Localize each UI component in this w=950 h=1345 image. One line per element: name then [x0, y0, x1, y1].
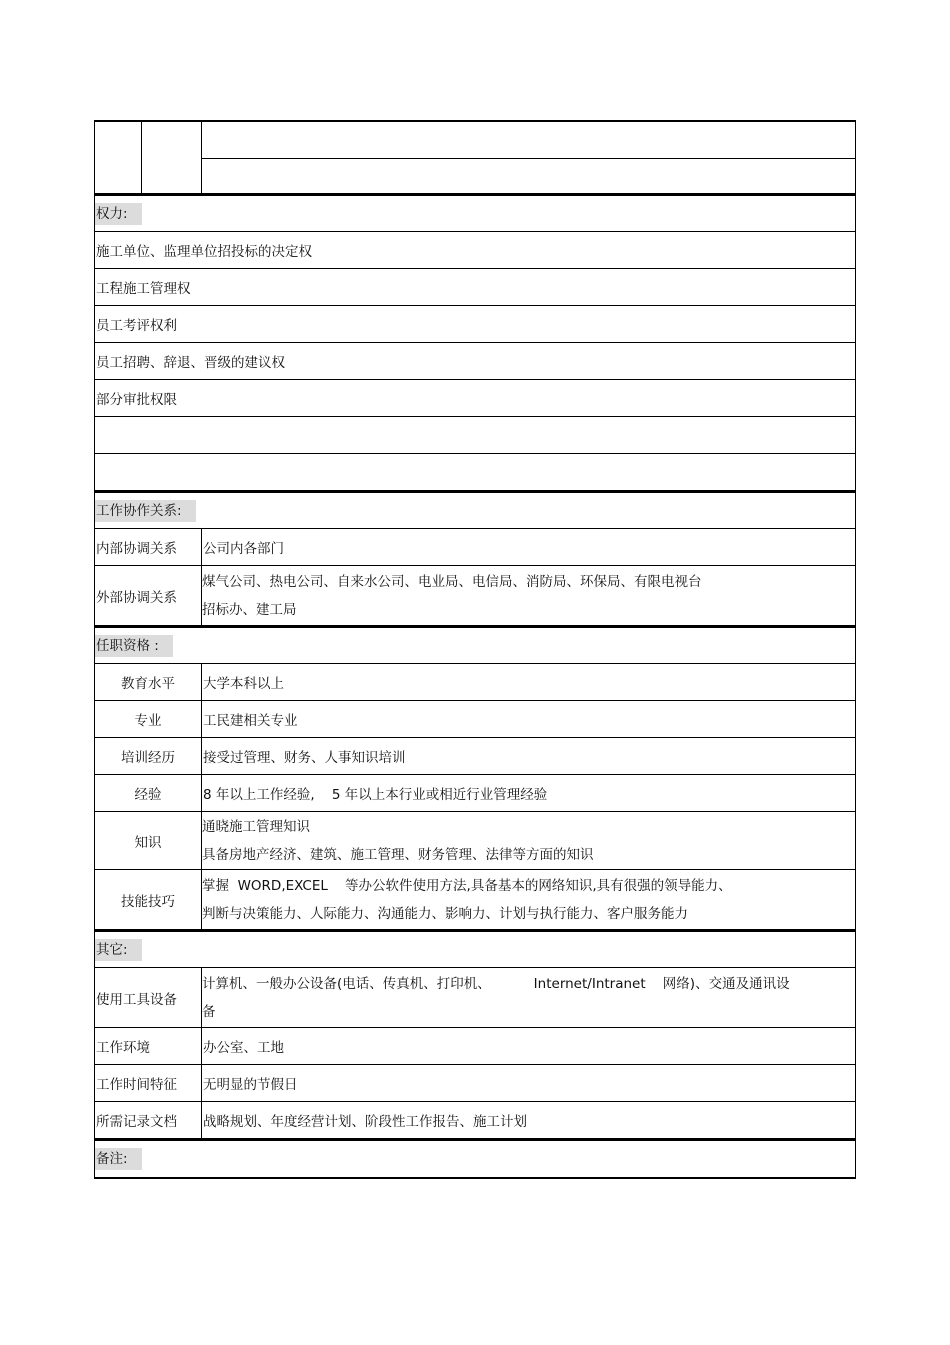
- knowledge-label: 知识: [134, 834, 162, 851]
- documents-label: 所需记录文档: [96, 1114, 177, 1130]
- knowledge-line2: 具备房地产经济、建筑、施工管理、财务管理、法律等方面的知识: [202, 846, 594, 863]
- job-description-table: [94, 120, 856, 1179]
- power-item: 工程施工管理权: [96, 281, 191, 297]
- power-section-header: [94, 194, 856, 232]
- power-item-row: [94, 232, 856, 269]
- knowledge-row: [94, 812, 856, 870]
- power-item-row: [94, 269, 856, 306]
- skills-line1: 掌握 WORD,EXCEL 等办公软件使用方法,具备基本的网络知识,具有很强的领导能力、: [202, 877, 732, 894]
- power-item-row: [94, 306, 856, 343]
- education-value: 大学本科以上: [203, 676, 284, 692]
- other-label: 其它:: [95, 939, 142, 961]
- experience-label: 经验: [134, 787, 162, 803]
- external-coordination-label: 外部协调关系: [96, 589, 177, 606]
- power-item-row: [94, 380, 856, 417]
- documents-row: [94, 1102, 856, 1139]
- external-coordination-line1: 煤气公司、热电公司、自来水公司、电业局、电信局、消防局、环保局、有限电视台: [202, 573, 702, 590]
- power-empty-row: [94, 417, 856, 454]
- major-row: [94, 701, 856, 738]
- power-item: 部分审批权限: [96, 392, 177, 408]
- power-item-row: [94, 343, 856, 380]
- environment-row: [94, 1028, 856, 1065]
- knowledge-line1: 通晓施工管理知识: [202, 818, 310, 835]
- training-label: 培训经历: [121, 750, 175, 766]
- training-value: 接受过管理、财务、人事知识培训: [203, 750, 406, 766]
- remarks-label: 备注:: [95, 1148, 142, 1170]
- experience-row: [94, 775, 856, 812]
- tools-line2: 备: [202, 1003, 216, 1020]
- work-time-value: 无明显的节假日: [203, 1077, 298, 1093]
- internal-coordination-row: [94, 529, 856, 566]
- work-time-label: 工作时间特征: [96, 1077, 177, 1093]
- training-row: [94, 738, 856, 775]
- power-item: 施工单位、监理单位招投标的决定权: [96, 244, 312, 260]
- power-item: 员工招聘、辞退、晋级的建议权: [96, 355, 285, 371]
- major-label: 专业: [134, 713, 162, 729]
- documents-value: 战略规划、年度经营计划、阶段性工作报告、施工计划: [203, 1114, 527, 1130]
- tools-line1: 计算机、一般办公设备(电话、传真机、打印机、 Internet/Intranet 网络)、交通及通讯设: [202, 975, 790, 992]
- environment-value: 办公室、工地: [203, 1040, 284, 1056]
- skills-row: [94, 870, 856, 930]
- internal-coordination-value: 公司内各部门: [203, 541, 284, 557]
- education-row: [94, 664, 856, 701]
- external-coordination-line2: 招标办、建工局: [202, 601, 297, 618]
- environment-label: 工作环境: [96, 1040, 150, 1056]
- cooperation-label: 工作协作关系:: [95, 500, 196, 522]
- major-value: 工民建相关专业: [203, 713, 298, 729]
- external-coordination-row: [94, 566, 856, 626]
- power-empty-row: [94, 454, 856, 491]
- skills-line2: 判断与决策能力、人际能力、沟通能力、影响力、计划与执行能力、客户服务能力: [202, 905, 688, 922]
- experience-value: 8 年以上工作经验, 5 年以上本行业或相近行业管理经验: [203, 787, 548, 803]
- qualification-section-header: [94, 626, 856, 664]
- internal-coordination-label: 内部协调关系: [96, 541, 177, 557]
- skills-label: 技能技巧: [121, 893, 175, 910]
- work-time-row: [94, 1065, 856, 1102]
- power-item: 员工考评权利: [96, 318, 177, 334]
- top-continuation-block: [94, 120, 856, 194]
- tools-label: 使用工具设备: [96, 991, 177, 1008]
- cooperation-section-header: [94, 491, 856, 529]
- tools-row: [94, 968, 856, 1028]
- other-section-header: [94, 930, 856, 968]
- education-label: 教育水平: [121, 676, 175, 692]
- power-label: 权力:: [95, 203, 142, 225]
- remarks-section: [94, 1139, 856, 1179]
- qualification-label: 任职资格 :: [95, 635, 173, 657]
